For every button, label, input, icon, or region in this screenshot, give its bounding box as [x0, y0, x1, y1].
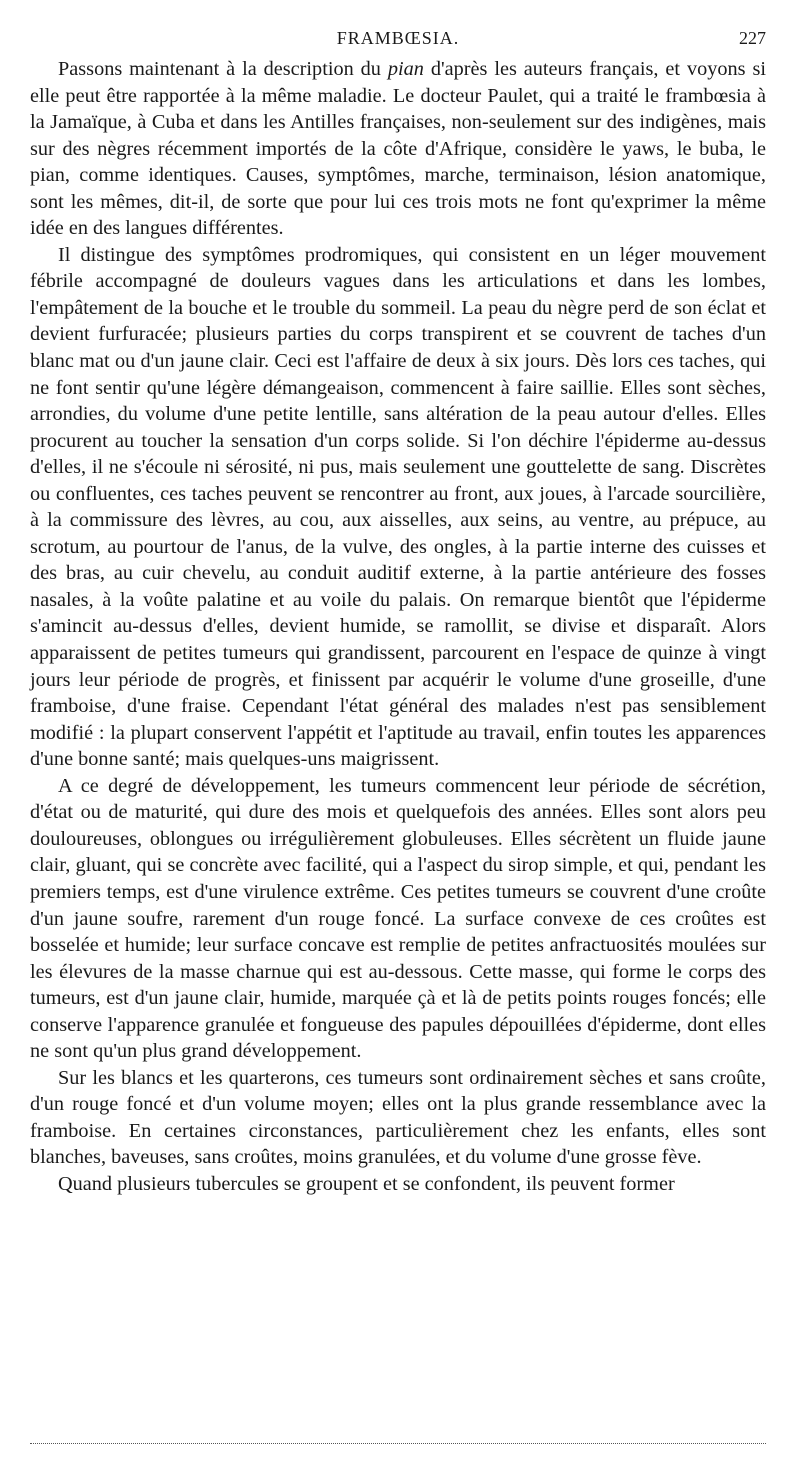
- paragraph-1-start: Passons maintenant à la description du: [58, 58, 388, 80]
- running-title: FRAMBŒSIA.: [336, 28, 460, 48]
- paragraph-1: [30, 56, 766, 242]
- paragraph-5: Quand plusieurs tubercules se groupent et se confondent, ils peuvent former: [58, 1172, 675, 1195]
- paragraph-3: A ce degré de développement, les tumeurs commencent leur période de sécrétion, d'état ou de maturité, qui dure des mois et quelquefois des années. Elles sont alors peu douloureuses, oblongues ou irrégulièrement globuleuses. Elles sécrètent un fluide jaune clair, gluant, qui se concrète avec facilité, qui a l'aspect du sirop simple, et qui, pendant les premiers temps, est d'une virulence extrême. Ces petites tumeurs se couvrent d'une croûte d'un jaune soufre, rarement d'un rouge foncé. La surface convexe de ces croûtes est bosselée et humide; leur surface concave est remplie de petites anfractuosités moulées sur les élevures de la masse charnue qui est au-dessous. Cette masse, qui forme le corps des tumeurs, est d'un jaune clair, humide, marquée çà et là de petits points rouges foncés; elle conserve l'apparence granulée et fongueuse des papules dépouillées d'épiderme, dont elles ne sont qu'un plus grand développement.: [30, 774, 766, 1063]
- book-page: [30, 28, 766, 1198]
- paragraph-4: Sur les blancs et les quarterons, ces tumeurs sont ordinairement sèches et sans croûte, d'un rouge foncé et d'un volume moyen; elles ont la plus grande ressemblance avec la framboise. En certaines circonstances, particulièrement chez les enfants, elles sont blanches, baveuses, sans croûtes, moins granulées, et du volume d'une grosse fève.: [30, 1066, 766, 1169]
- paragraph-1-rest: d'après les auteurs français, et voyons si elle peut être rapportée à la même maladie. Le docteur Paulet, qui a traité le frambœsia à la Jamaïque, à Cuba et dans les Antilles françaises, non-seulement sur des indigènes, mais sur des nègres récemment importés de la côte d'Afrique, considère le yaws, le buba, le pian, comme identiques. Causes, symptômes, marche, terminaison, lésion anatomique, sont les mêmes, dit-il, de sorte que pour lui ces trois mots ne font qu'exprimer la même idée en des langues différentes.: [30, 58, 766, 240]
- paragraph-2: Il distingue des symptômes prodromiques, qui consistent en un léger mouvement fébrile accompagné de douleurs vagues dans les articulations et dans les lombes, l'empâtement de la bouche et le trouble du sommeil. La peau du nègre perd de son éclat et devient furfuracée; plusieurs parties du corps transpirent et se couvrent de taches d'un blanc mat ou d'un jaune clair. Ceci est l'affaire de deux à six jours. Dès lors ces taches, qui ne font sentir qu'une légère démangeaison, commencent à faire saillie. Elles sont sèches, arrondies, du volume d'une petite lentille, sans altération de la peau autour d'elles. Elles procurent au toucher la sensation d'un corps solide. Si l'on déchire l'épiderme au-dessus d'elles, il ne s'écoule ni sérosité, ni pus, mais seulement une gouttelette de sang. Discrètes ou confluentes, ces taches peuvent se rencontrer au front, aux joues, à l'arcade sourcilière, à la commissure des lèvres, au cou, aux aisselles, aux seins, au ventre, au prépuce, au scrotum, au pourtour de l'anus, de la vulve, des ongles, à la partie interne des cuisses et des bras, au cuir chevelu, au conduit auditif externe, à la partie antérieure des fosses nasales, à la voûte palatine et au voile du palais. On remarque bientôt que l'épiderme s'amincit au-dessus d'elles, devient humide, se ramollit, se divise et disparaît. Alors apparaissent de petites tumeurs qui grandissent, parcourent en l'espace de quinze à vingt jours leur période de progrès, et finissent par acquérir le volume d'une groseille, d'une framboise, d'une fraise. Cependant l'état général des malades n'est pas sensiblement modifié : la plupart conservent l'appétit et l'aptitude au travail, enfin toutes les apparences d'une bonne santé; mais quelques-uns maigrissent.: [30, 243, 766, 771]
- page-number: 227: [739, 28, 766, 48]
- body-text: [30, 56, 766, 1198]
- page-header: [30, 28, 766, 56]
- footer-dotted-rule: [30, 1443, 766, 1444]
- italic-term: pian: [387, 58, 424, 80]
